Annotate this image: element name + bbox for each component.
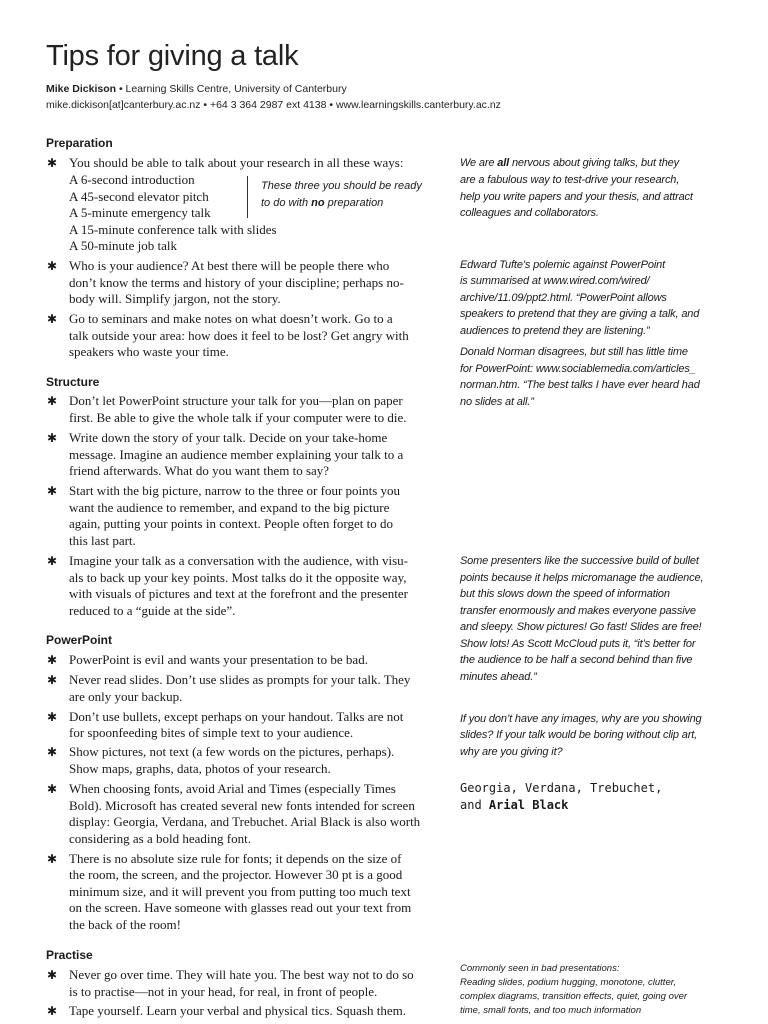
body-line: is to practise—not in your head, for real, in front of people.: [69, 984, 378, 999]
body-line: don’t know the terms and history of your discipline; perhaps no-: [69, 275, 404, 290]
list-line: A 5-minute emergency talk: [69, 205, 211, 220]
list-line: A 45-second elevator pitch: [69, 189, 209, 204]
body-line: speakers who waste your time.: [69, 344, 229, 359]
body-line: Write down the story of your talk. Decide on your take-home: [69, 430, 388, 445]
body-line: Never go over time. They will hate you. The best way not to do so: [69, 967, 414, 982]
body-line: first. Be able to give the whole talk if your computer were to die.: [69, 410, 407, 425]
side-note-norman: Donald Norman disagrees, but still has little time: [460, 346, 688, 358]
side-note-bad-presentations: Commonly seen in bad presentations:: [460, 963, 620, 974]
side-note-line: the audience to be half a second behind than five: [460, 654, 693, 666]
body-line: Show pictures, not text (a few words on the pictures, perhaps).: [69, 744, 395, 759]
body-line: Don’t let PowerPoint structure your talk for you—plan on paper: [69, 393, 403, 408]
bullet-icon: ✱: [47, 312, 58, 326]
bullet-icon: ✱: [47, 653, 58, 667]
font-samples: Georgia, Verdana, Trebuchet,: [460, 781, 663, 795]
body-line: PowerPoint is evil and wants your presentation to be bad.: [69, 652, 368, 667]
body-line: are only your backup.: [69, 689, 183, 704]
side-note-line: Reading slides, podium hugging, monotone, clutter,: [460, 977, 676, 988]
body-line: on the screen. Have someone with glasses read out your text from: [69, 900, 412, 915]
bullet-icon: ✱: [47, 259, 58, 273]
heading-powerpoint: PowerPoint: [46, 633, 113, 647]
body-line: the back of the room!: [69, 917, 181, 932]
side-note-line: but this slows down the speed of information: [460, 588, 670, 600]
body-line: talk outside your area: how does it feel to be lost? Get angry with: [69, 328, 409, 343]
bullet-icon: ✱: [47, 484, 58, 498]
body-line: Tape yourself. Learn your verbal and physical tics. Squash them.: [69, 1003, 406, 1018]
bullet-icon: ✱: [47, 710, 58, 724]
body-line: for spoonfeeding bites of simple text to your audience.: [69, 725, 354, 740]
author-line: [46, 83, 347, 95]
side-note-line: points because it helps micromanage the audience,: [460, 572, 704, 584]
bullet-icon: ✱: [47, 968, 58, 982]
heading-practise: Practise: [46, 948, 93, 962]
side-note-line: for PowerPoint: www.sociablemedia.com/articles_: [460, 363, 696, 375]
bullet-icon: ✱: [47, 1004, 58, 1018]
body-line: Who is your audience? At best there will be people there who: [69, 258, 390, 273]
bullet-icon: ✱: [47, 673, 58, 687]
body-line: You should be able to talk about your research in all these ways:: [69, 155, 404, 170]
side-note-line: audiences to pretend they are listening.”: [460, 325, 650, 337]
side-note-line: colleagues and collaborators.: [460, 207, 599, 219]
side-note-line: norman.htm. “The best talks I have ever heard had: [460, 379, 700, 391]
body-line: Never read slides. Don’t use slides as prompts for your talk. They: [69, 672, 411, 687]
side-note-line: transfer enormously and makes everyone passive: [460, 605, 696, 617]
heading-structure: Structure: [46, 375, 100, 389]
list-line: A 15-minute conference talk with slides: [69, 222, 277, 237]
side-note-line: slides? If your talk would be boring without clip art,: [460, 729, 698, 741]
bullet-icon: ✱: [47, 745, 58, 759]
side-note-line: no slides at all.”: [460, 396, 534, 408]
body-line: There is no absolute size rule for fonts; it depends on the size of: [69, 851, 402, 866]
body-line: als to back up your key points. Most talks do it the opposite way,: [69, 570, 407, 585]
side-note-line: complex diagrams, transition effects, quiet, going over: [460, 991, 688, 1002]
list-line: A 50-minute job talk: [69, 238, 177, 253]
side-note-nervous: We are all nervous about giving talks, but they: [460, 157, 679, 169]
body-line: with visuals of pictures and text at the forefront and the presenter: [69, 586, 408, 601]
font-samples: and Arial Black: [460, 798, 569, 812]
body-line: body will. Simplify jargon, not the story.: [69, 291, 281, 306]
body-line: considering as a bold heading font.: [69, 831, 251, 846]
side-note-line: Show lots! As Scott McCloud puts it, “it’s better for: [460, 638, 696, 650]
body-line: reduced to a “guide at the side”.: [69, 603, 236, 618]
body-line: friend afterwards. What do you want them to say?: [69, 463, 330, 478]
side-note-images: If you don’t have any images, why are you showing: [460, 713, 702, 725]
author-contact: mike.dickison[at]canterbury.ac.nz • +64 3 364 2987 ext 4138 • www.learningskills.canterbury.ac.nz: [46, 99, 501, 111]
side-note-line: is summarised at www.wired.com/wired/: [460, 275, 650, 287]
body-line: want the audience to remember, and expand to the big picture: [69, 500, 390, 515]
bullet-icon: ✱: [47, 852, 58, 866]
side-note-line: minutes ahead.”: [460, 671, 537, 683]
list-line: A 6-second introduction: [69, 172, 195, 187]
callout-text: These three you should be ready: [261, 180, 422, 192]
side-note-line: archive/11.09/ppt2.html. “PowerPoint allows: [460, 292, 667, 304]
side-note-line: why are you giving it?: [460, 746, 563, 758]
author-name: Mike Dickison: [46, 83, 117, 95]
body-line: minimum size, and it will prevent you from putting too much text: [69, 884, 411, 899]
body-line: message. Imagine an audience member explaining your talk to a: [69, 447, 404, 462]
body-line: Show maps, graphs, data, photos of your research.: [69, 761, 331, 776]
body-line: Don’t use bullets, except perhaps on your handout. Talks are not: [69, 709, 404, 724]
side-note-bullet-build: Some presenters like the successive build of bullet: [460, 555, 699, 567]
body-line: When choosing fonts, avoid Arial and Times (especially Times: [69, 781, 396, 796]
bullet-icon: ✱: [47, 431, 58, 445]
body-line: Go to seminars and make notes on what doesn’t work. Go to a: [69, 311, 393, 326]
body-line: Bold). Microsoft has created several new fonts intended for screen: [69, 798, 415, 813]
body-line: this last part.: [69, 533, 136, 548]
side-note-line: time, small fonts, and too much information: [460, 1005, 642, 1016]
callout-divider: [247, 176, 248, 218]
bullet-icon: ✱: [47, 554, 58, 568]
body-line: Imagine your talk as a conversation with the audience, with visu-: [69, 553, 408, 568]
side-note-line: and sleepy. Show pictures! Go fast! Slides are free!: [460, 621, 702, 633]
heading-preparation: Preparation: [46, 136, 113, 150]
bullet-icon: ✱: [47, 394, 58, 408]
page-title: Tips for giving a talk: [46, 40, 299, 72]
body-line: again, putting your points in context. People often forget to do: [69, 516, 393, 531]
side-note-line: speakers to pretend that they are giving a talk, and: [460, 308, 700, 320]
body-line: display: Georgia, Verdana, and Trebuchet. Arial Black is also worth: [69, 814, 421, 829]
callout-text: to do with no preparation: [261, 197, 384, 209]
side-note-tufte: Edward Tufte’s polemic against PowerPoint: [460, 259, 665, 271]
body-line: Start with the big picture, narrow to the three or four points you: [69, 483, 401, 498]
body-line: the room, the screen, and the projector. However 30 pt is a good: [69, 867, 403, 882]
bullet-icon: ✱: [47, 782, 58, 796]
bullet-icon: ✱: [47, 156, 58, 170]
side-note-line: are a fabulous way to test-drive your research,: [460, 174, 680, 186]
side-note-line: help you write papers and your thesis, and attract: [460, 191, 693, 203]
author-affiliation: • Learning Skills Centre, University of Canterbury: [116, 83, 347, 95]
